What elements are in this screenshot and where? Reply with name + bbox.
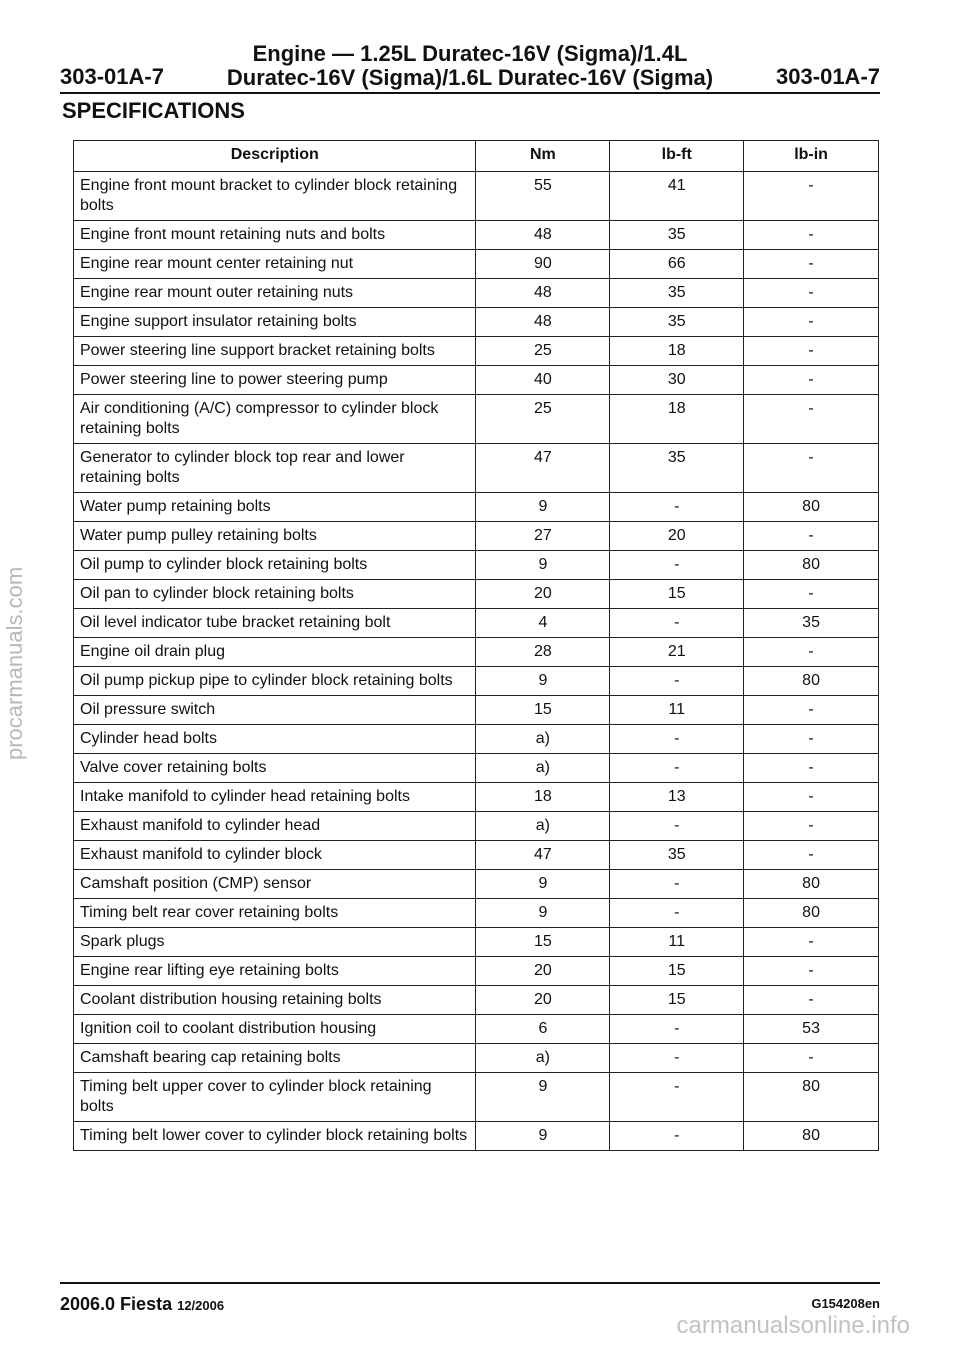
cell-lbft: - xyxy=(610,870,744,899)
cell-description: Oil level indicator tube bracket retaining bolt xyxy=(74,609,476,638)
table-row xyxy=(74,172,879,221)
cell-lbin: 80 xyxy=(744,493,879,522)
cell-lbft: - xyxy=(610,899,744,928)
table-row xyxy=(74,250,879,279)
cell-nm: 47 xyxy=(476,444,610,493)
page-header xyxy=(60,42,880,94)
column-header-lbin: lb-in xyxy=(744,141,879,172)
column-header-nm: Nm xyxy=(476,141,610,172)
cell-lbin: 80 xyxy=(744,1122,879,1151)
table-row xyxy=(74,754,879,783)
footer-date: 12/2006 xyxy=(177,1298,225,1313)
cell-nm: 4 xyxy=(476,609,610,638)
table-row xyxy=(74,1015,879,1044)
cell-lbin: 80 xyxy=(744,551,879,580)
cell-lbft: - xyxy=(610,609,744,638)
table-row xyxy=(74,841,879,870)
cell-nm: 15 xyxy=(476,928,610,957)
cell-lbin: - xyxy=(744,638,879,667)
cell-lbft: 11 xyxy=(610,696,744,725)
cell-lbft: 35 xyxy=(610,279,744,308)
cell-description: Timing belt lower cover to cylinder block retaining bolts xyxy=(74,1122,476,1151)
cell-nm: 15 xyxy=(476,696,610,725)
table-row xyxy=(74,279,879,308)
cell-lbin: - xyxy=(744,957,879,986)
cell-nm: 48 xyxy=(476,308,610,337)
cell-lbin: 80 xyxy=(744,667,879,696)
header-title-line2: Duratec-16V (Sigma)/1.6L Duratec-16V (Sigma) xyxy=(226,65,714,90)
cell-description: Exhaust manifold to cylinder head xyxy=(74,812,476,841)
cell-nm: 55 xyxy=(476,172,610,221)
cell-nm: 27 xyxy=(476,522,610,551)
table-body xyxy=(74,172,879,1151)
cell-lbin: 80 xyxy=(744,870,879,899)
table-row xyxy=(74,580,879,609)
table-row xyxy=(74,725,879,754)
cell-description: Engine rear mount center retaining nut xyxy=(74,250,476,279)
cell-nm: 9 xyxy=(476,1122,610,1151)
cell-nm: 9 xyxy=(476,870,610,899)
cell-nm: 6 xyxy=(476,1015,610,1044)
cell-lbft: - xyxy=(610,1122,744,1151)
cell-description: Coolant distribution housing retaining bolts xyxy=(74,986,476,1015)
table-row xyxy=(74,870,879,899)
cell-lbft: 35 xyxy=(610,841,744,870)
cell-lbft: - xyxy=(610,551,744,580)
cell-lbft: 18 xyxy=(610,337,744,366)
cell-description: Engine rear mount outer retaining nuts xyxy=(74,279,476,308)
cell-nm: 20 xyxy=(476,986,610,1015)
cell-lbin: - xyxy=(744,308,879,337)
footer-divider xyxy=(60,1282,880,1284)
cell-lbin: - xyxy=(744,250,879,279)
table-row xyxy=(74,986,879,1015)
cell-description: Power steering line to power steering pump xyxy=(74,366,476,395)
cell-description: Engine front mount bracket to cylinder block retaining bolts xyxy=(74,172,476,221)
cell-description: Oil pan to cylinder block retaining bolts xyxy=(74,580,476,609)
cell-lbft: 18 xyxy=(610,395,744,444)
cell-nm: 20 xyxy=(476,580,610,609)
cell-lbin: - xyxy=(744,986,879,1015)
cell-lbft: 21 xyxy=(610,638,744,667)
table-row xyxy=(74,667,879,696)
cell-lbin: - xyxy=(744,337,879,366)
cell-lbin: - xyxy=(744,221,879,250)
cell-lbin: - xyxy=(744,522,879,551)
cell-lbin: 35 xyxy=(744,609,879,638)
cell-nm: 28 xyxy=(476,638,610,667)
table-row xyxy=(74,551,879,580)
cell-nm: 25 xyxy=(476,337,610,366)
cell-nm: 48 xyxy=(476,221,610,250)
table-row xyxy=(74,337,879,366)
bottom-watermark: carmanualsonline.info xyxy=(676,1312,910,1339)
cell-description: Timing belt upper cover to cylinder block retaining bolts xyxy=(74,1073,476,1122)
cell-lbin: - xyxy=(744,841,879,870)
table-row xyxy=(74,444,879,493)
column-header-lbft: lb-ft xyxy=(610,141,744,172)
cell-lbin: - xyxy=(744,172,879,221)
footer-model-name: 2006.0 Fiesta xyxy=(60,1294,173,1314)
cell-lbin: 53 xyxy=(744,1015,879,1044)
section-title: SPECIFICATIONS xyxy=(62,98,245,123)
cell-lbft: 15 xyxy=(610,957,744,986)
cell-description: Oil pump to cylinder block retaining bolts xyxy=(74,551,476,580)
cell-nm: 25 xyxy=(476,395,610,444)
table-row xyxy=(74,928,879,957)
table-row xyxy=(74,1044,879,1073)
table-row xyxy=(74,221,879,250)
cell-nm: a) xyxy=(476,725,610,754)
cell-lbft: 13 xyxy=(610,783,744,812)
table-row xyxy=(74,783,879,812)
cell-nm: 9 xyxy=(476,899,610,928)
cell-description: Valve cover retaining bolts xyxy=(74,754,476,783)
cell-description: Oil pressure switch xyxy=(74,696,476,725)
cell-nm: 9 xyxy=(476,1073,610,1122)
page-number-right: 303-01A-7 xyxy=(776,64,880,89)
table-row xyxy=(74,522,879,551)
specifications-table xyxy=(73,140,879,1151)
table-row xyxy=(74,638,879,667)
cell-nm: a) xyxy=(476,1044,610,1073)
cell-lbin: - xyxy=(744,1044,879,1073)
cell-nm: 18 xyxy=(476,783,610,812)
cell-lbft: - xyxy=(610,1015,744,1044)
cell-nm: 20 xyxy=(476,957,610,986)
page-number-left: 303-01A-7 xyxy=(60,64,164,89)
cell-lbft: 15 xyxy=(610,986,744,1015)
cell-lbft: - xyxy=(610,754,744,783)
cell-description: Water pump pulley retaining bolts xyxy=(74,522,476,551)
cell-description: Oil pump pickup pipe to cylinder block retaining bolts xyxy=(74,667,476,696)
cell-lbft: - xyxy=(610,667,744,696)
cell-nm: a) xyxy=(476,812,610,841)
cell-lbft: - xyxy=(610,812,744,841)
cell-description: Exhaust manifold to cylinder block xyxy=(74,841,476,870)
cell-nm: 40 xyxy=(476,366,610,395)
cell-lbin: - xyxy=(744,783,879,812)
cell-lbft: - xyxy=(610,725,744,754)
cell-description: Engine oil drain plug xyxy=(74,638,476,667)
cell-description: Generator to cylinder block top rear and lower retaining bolts xyxy=(74,444,476,493)
cell-lbft: 35 xyxy=(610,444,744,493)
cell-lbin: 80 xyxy=(744,899,879,928)
footer-code: G154208en xyxy=(811,1296,880,1311)
column-header-description: Description xyxy=(74,141,476,172)
header-title-line1: Engine — 1.25L Duratec-16V (Sigma)/1.4L xyxy=(252,41,688,66)
cell-nm: 90 xyxy=(476,250,610,279)
cell-lbft: 11 xyxy=(610,928,744,957)
cell-lbft: 15 xyxy=(610,580,744,609)
cell-lbin: - xyxy=(744,580,879,609)
cell-description: Engine rear lifting eye retaining bolts xyxy=(74,957,476,986)
cell-nm: 9 xyxy=(476,551,610,580)
cell-nm: 9 xyxy=(476,493,610,522)
header-title xyxy=(60,42,880,90)
side-watermark: procarmanuals.com xyxy=(2,566,27,760)
table-header-row xyxy=(74,141,879,172)
cell-nm: a) xyxy=(476,754,610,783)
table-row xyxy=(74,493,879,522)
cell-lbin: - xyxy=(744,725,879,754)
cell-description: Engine front mount retaining nuts and bolts xyxy=(74,221,476,250)
table-row xyxy=(74,957,879,986)
cell-lbin: - xyxy=(744,812,879,841)
cell-lbin: 80 xyxy=(744,1073,879,1122)
cell-lbft: 35 xyxy=(610,308,744,337)
header-divider xyxy=(60,92,880,94)
cell-lbin: - xyxy=(744,395,879,444)
cell-description: Intake manifold to cylinder head retaining bolts xyxy=(74,783,476,812)
cell-description: Timing belt rear cover retaining bolts xyxy=(74,899,476,928)
table-row xyxy=(74,1073,879,1122)
table-row xyxy=(74,696,879,725)
cell-lbft: 66 xyxy=(610,250,744,279)
cell-nm: 47 xyxy=(476,841,610,870)
table-row xyxy=(74,899,879,928)
cell-lbin: - xyxy=(744,444,879,493)
table-row xyxy=(74,308,879,337)
cell-lbft: 20 xyxy=(610,522,744,551)
cell-lbin: - xyxy=(744,754,879,783)
table-row xyxy=(74,812,879,841)
footer-model xyxy=(60,1294,224,1315)
cell-description: Camshaft position (CMP) sensor xyxy=(74,870,476,899)
table-row xyxy=(74,395,879,444)
cell-description: Cylinder head bolts xyxy=(74,725,476,754)
cell-lbft: 41 xyxy=(610,172,744,221)
cell-lbft: - xyxy=(610,1044,744,1073)
cell-lbft: 30 xyxy=(610,366,744,395)
cell-nm: 9 xyxy=(476,667,610,696)
cell-lbft: - xyxy=(610,493,744,522)
cell-lbin: - xyxy=(744,928,879,957)
cell-lbin: - xyxy=(744,696,879,725)
cell-description: Power steering line support bracket retaining bolts xyxy=(74,337,476,366)
cell-description: Ignition coil to coolant distribution housing xyxy=(74,1015,476,1044)
cell-lbin: - xyxy=(744,279,879,308)
table-row xyxy=(74,1122,879,1151)
cell-lbin: - xyxy=(744,366,879,395)
cell-description: Air conditioning (A/C) compressor to cylinder block retaining bolts xyxy=(74,395,476,444)
cell-lbft: - xyxy=(610,1073,744,1122)
cell-nm: 48 xyxy=(476,279,610,308)
table-row xyxy=(74,366,879,395)
cell-description: Engine support insulator retaining bolts xyxy=(74,308,476,337)
cell-description: Camshaft bearing cap retaining bolts xyxy=(74,1044,476,1073)
cell-lbft: 35 xyxy=(610,221,744,250)
table-row xyxy=(74,609,879,638)
cell-description: Spark plugs xyxy=(74,928,476,957)
cell-description: Water pump retaining bolts xyxy=(74,493,476,522)
